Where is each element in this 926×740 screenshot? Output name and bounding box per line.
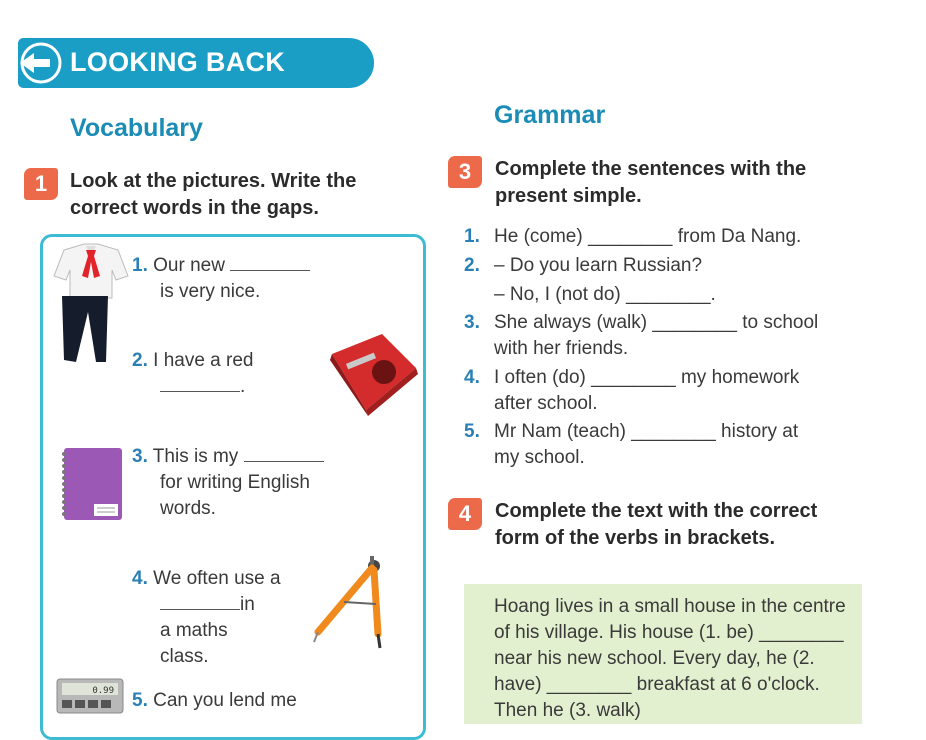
grammar-heading: Grammar [494, 101, 606, 129]
exercise-1-badge: 1 [24, 168, 58, 200]
answer-blank[interactable] [230, 254, 310, 271]
item-text: I have a red [153, 350, 254, 371]
school-uniform-icon [50, 240, 132, 366]
answer-blank[interactable] [160, 375, 240, 392]
calculator-icon [56, 678, 124, 714]
item-number: 4. [132, 568, 148, 589]
item-number: 5. [132, 690, 148, 711]
vocab-item-3 [132, 444, 352, 522]
item-number: 2. [132, 350, 148, 371]
answer-blank[interactable] [244, 445, 324, 462]
notebook-icon [58, 446, 124, 522]
exercise-3-badge: 3 [448, 156, 482, 188]
vocab-item-1 [132, 253, 332, 305]
exercise-4-instruction: Complete the text with the correct form of the verbs in brackets. [495, 500, 818, 549]
item-text: a maths class. [160, 620, 228, 667]
vocabulary-heading: Vocabulary [70, 114, 203, 142]
item-text: for writing English words. [160, 472, 310, 519]
answer-blank[interactable] [160, 593, 240, 610]
item-text: is very nice. [160, 281, 261, 302]
vocab-item-5 [132, 688, 352, 714]
exercise-1-instruction: Look at the pictures. Write the correct words in the gaps. [70, 170, 357, 219]
page-title: LOOKING BACK [70, 47, 286, 77]
item-text: . [240, 376, 246, 397]
item-text: We often use a [153, 568, 281, 589]
calculator-display: 0.99 [92, 686, 114, 696]
item-text: This is my [152, 446, 239, 467]
exercise-4-badge: 4 [448, 498, 482, 530]
vocab-item-2 [132, 348, 332, 400]
exercise-3-instruction: Complete the sentences with the present simple. [495, 158, 807, 207]
pencil-sharpener-icon [328, 330, 420, 416]
reading-passage: Hoang lives in a small house in the centre of his village. His house (1. be) ________ near his new school. Every day, he (2. have) ________ breakfast at 6 o'clock. Then he (3. walk) [494, 596, 846, 721]
vocab-item-4: 4. We often use a in a maths class. [132, 566, 332, 618]
item-text: Can you lend me [153, 690, 297, 711]
back-arrow-icon [16, 42, 62, 84]
item-text: Our new [153, 255, 225, 276]
item-number: 3. [132, 446, 148, 467]
item-number: 1. [132, 255, 148, 276]
